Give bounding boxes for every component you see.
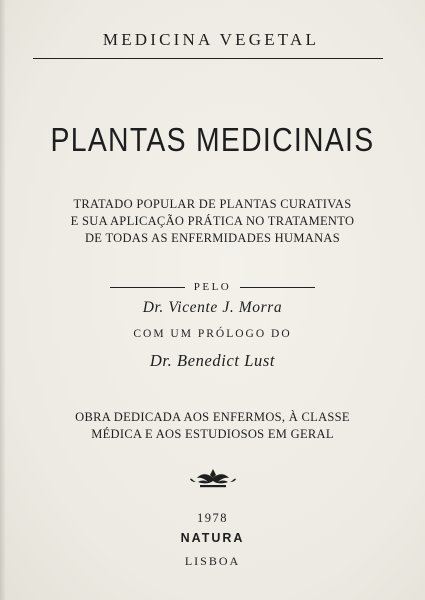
- page-edge-shadow: [0, 0, 6, 600]
- publication-city: LISBOA: [184, 554, 241, 568]
- by-line-row: [110, 279, 315, 295]
- dedication: [45, 409, 380, 443]
- dedication-line: MÉDICA E AOS ESTUDIOSOS EM GERAL: [91, 427, 334, 441]
- by-line-right-rule: [240, 287, 315, 288]
- by-line-left-rule: [110, 287, 185, 288]
- subtitle: [40, 196, 385, 247]
- subtitle-line: DE TODAS AS ENFERMIDADES HUMANAS: [84, 231, 340, 245]
- prologue-author-name: Dr. Benedict Lust: [149, 351, 276, 370]
- publisher-name: NATURA: [180, 531, 245, 545]
- subtitle-line: E SUA APLICAÇÃO PRÁTICA NO TRATAMENTO: [70, 214, 355, 228]
- by-label: PELO: [193, 281, 232, 293]
- series-header: MEDICINA VEGETAL: [102, 30, 320, 49]
- publication-year: 1978: [197, 511, 228, 525]
- prologue-label: COM UM PRÓLOGO DO: [133, 328, 292, 340]
- header-rule: [33, 58, 383, 59]
- dedication-line: OBRA DEDICADA AOS ENFERMOS, À CLASSE: [75, 410, 350, 424]
- subtitle-line: TRATADO POPULAR DE PLANTAS CURATIVAS: [73, 197, 352, 211]
- author-name: Dr. Vicente J. Morra: [142, 299, 283, 316]
- fleuron-ornament-icon: [190, 467, 236, 489]
- book-title: PLANTAS MEDICINAIS: [50, 121, 375, 158]
